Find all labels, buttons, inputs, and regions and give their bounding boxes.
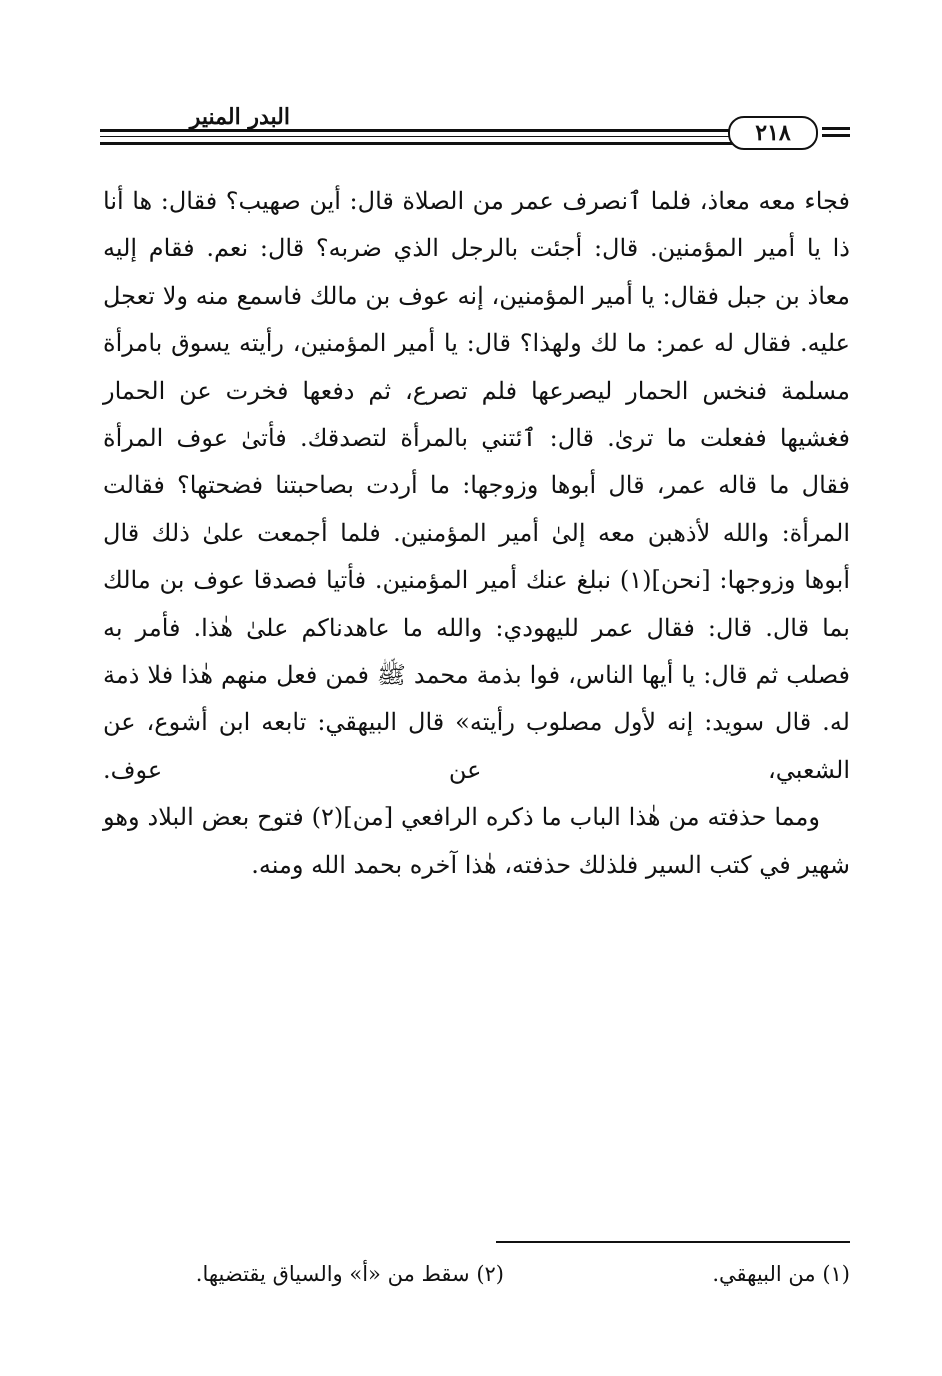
paragraph: [103, 794, 850, 889]
paragraph: فجاء معه معاذ، فلما ٱنصرف عمر من الصلاة قال: أين صهيب؟ فقال: ها أنا ذا يا أمير المؤمنين. قال: أجئت بالرجل الذي ضربه؟ قال: نعم. فقام إليه معاذ بن جبل فقال: يا أمير المؤمنين، إنه عوف بن مالك فاسمع منه ولا تعجل عليه. فقال له عمر: ما لك ولهذا؟ قال: يا أمير المؤمنين، رأيته يسوق بامرأة مسلمة فنخس الحمار ليصرعها فلم تصرع، ثم دفعها فخرت عن الحمار فغشيها ففعلت ما ترىٰ. قال: ٱئتني بالمرأة لتصدقك. فأتىٰ عوف المرأة فقال ما قاله عمر، قال أبوها وزوجها: ما أردت بصاحبتنا فضحتها؟ فقالت المرأة: والله لأذهبن معه إلىٰ أمير المؤمنين. فلما أجمعت علىٰ ذلك قال أبوها وزوجها: [نحن](١) نبلغ عنك أمير المؤمنين. فأتيا فصدقا عوف بن مالك بما قال. قال: فقال عمر لليهودي: والله ما عاهدناكم علىٰ هٰذا. فأمر به فصلب ثم قال: يا أيها الناس، فوا بذمة محمد ﷺ فمن فعل منهم هٰذا فلا ذمة له. قال سويد: إنه لأول مصلوب رأيته» قال البيهقي: تابعه ابن أشوع، عن الشعبي، عن عوف.: [103, 187, 851, 784]
footnote-1: (١) من البيهقي.: [712, 1262, 850, 1286]
header-rule-middle: [100, 136, 744, 137]
main-text: [103, 178, 850, 889]
footnotes: [150, 1257, 850, 1297]
paragraph-text: ومما حذفته من هٰذا الباب ما ذكره الرافعي [من](٢) فتوح بعض البلاد وهو شهير في كتب السير فلذلك حذفته، هٰذا آخره بحمد الله ومنه.: [103, 803, 850, 879]
footnote-separator: [496, 1241, 850, 1243]
header-rule-right-top: [822, 127, 850, 130]
page-number: ٢١٨: [728, 116, 818, 150]
footnote-2: (٢) سقط من «أ» والسياق يقتضيها.: [195, 1262, 504, 1286]
page-header: [100, 100, 850, 152]
header-rule-bottom: [100, 142, 744, 145]
book-title: البدر المنير: [189, 104, 290, 130]
header-rule-right-bottom: [822, 134, 850, 137]
